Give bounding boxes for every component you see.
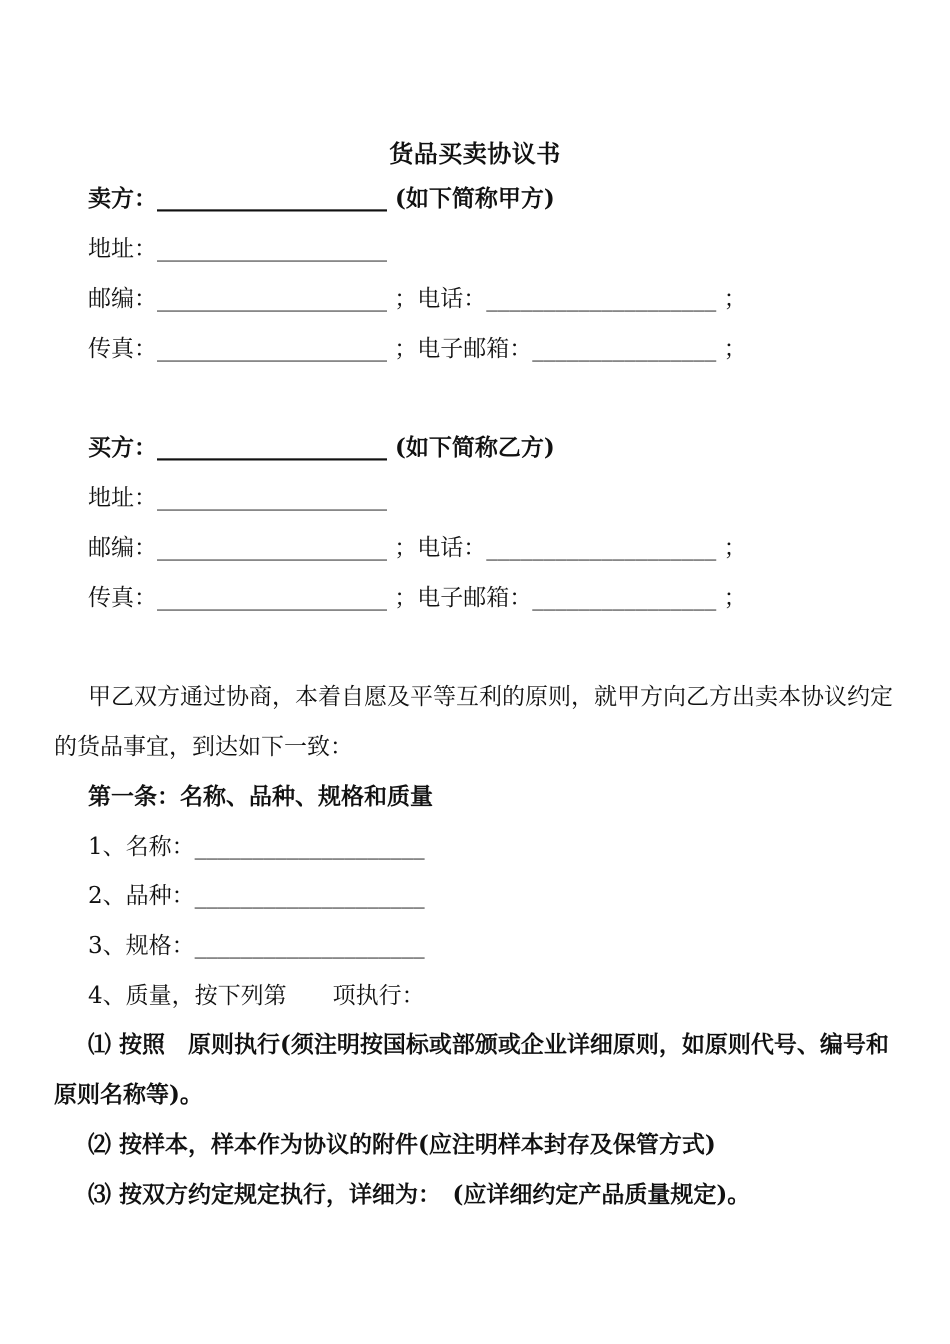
buyer-postcode-phone-line: 邮编：____________________ ；电话：____________________ ； (88, 535, 747, 561)
article1-item-spec: 3、规格：____________________ (88, 933, 425, 959)
buyer-fax-email-line: 传真：____________________ ；电子邮箱：________________ ； (88, 585, 747, 611)
article1-item-name: 1、名称：____________________ (88, 834, 425, 860)
intro-paragraph: 甲乙双方通过协商，本着自愿及平等互利的原则，就甲方向乙方出卖本协议约定的货品事宜，到达如下一致： (54, 684, 893, 760)
buyer-name-line: 买方：____________________ (如下简称乙方) (88, 434, 555, 461)
document-title: 货品买卖协议书 (389, 140, 561, 168)
article1-item-variety: 2、品种：____________________ (88, 883, 425, 909)
article1-item-quality: 4、质量，按下列第 项执行： (88, 983, 425, 1009)
buyer-address-line: 地址：____________________ (88, 485, 387, 511)
seller-fax-email-line: 传真：____________________ ；电子邮箱：________________ ； (88, 336, 747, 362)
seller-address-line: 地址：____________________ (88, 236, 387, 262)
article1-heading: 第一条：名称、品种、规格和质量 (88, 784, 433, 810)
quality-clause-2: ⑵ 按样本，样本作为协议的附件(应注明样本封存及保管方式) (88, 1131, 716, 1158)
seller-name-line: 卖方：____________________ (如下简称甲方) (88, 185, 555, 212)
quality-clause-1: ⑴ 按照 原则执行(须注明按国标或部颁或企业详细原则，如原则代号、编号和原则名称等)。 (54, 1031, 889, 1108)
seller-postcode-phone-line: 邮编：____________________ ；电话：____________________ ； (88, 286, 747, 312)
quality-clause-3: ⑶ 按双方约定规定执行，详细为： (应详细约定产品质量规定)。 (88, 1181, 751, 1208)
